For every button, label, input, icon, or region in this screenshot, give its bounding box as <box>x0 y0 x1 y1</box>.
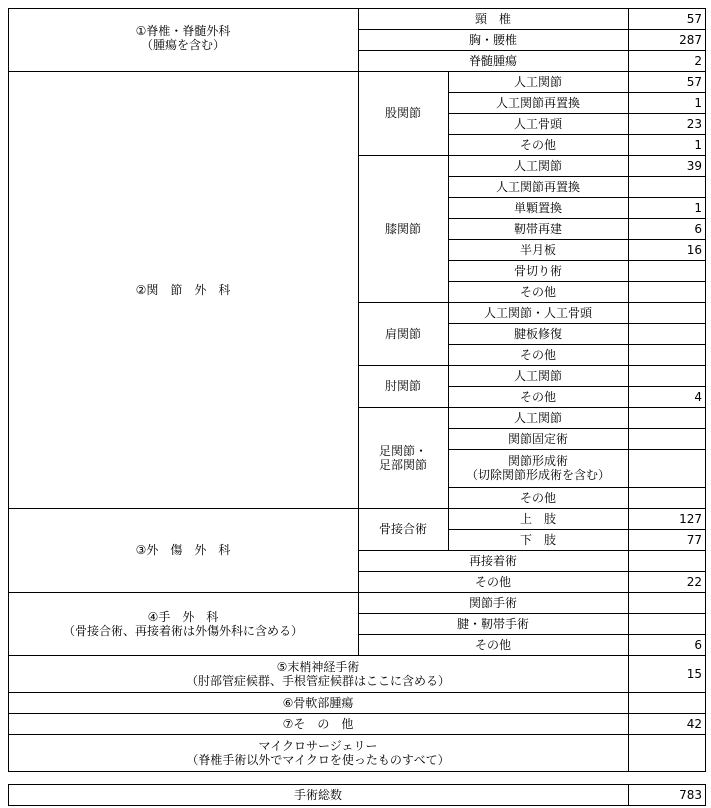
row-divider <box>448 529 706 530</box>
section-divider <box>8 655 706 656</box>
section-divider <box>8 713 706 714</box>
row-divider <box>358 29 706 30</box>
category-label: ⑤末梢神経手術 <box>276 659 360 674</box>
subcategory-label: 足部関節 <box>378 457 428 472</box>
item-label: 腱・靭帯手術 <box>456 616 530 631</box>
category-label: マイクロサージェリー <box>258 738 378 753</box>
total-label: 手術総数 <box>293 787 343 802</box>
row-divider <box>448 92 706 93</box>
row-divider <box>448 260 706 261</box>
count-value: 39 <box>686 158 702 173</box>
column-divider <box>448 71 449 509</box>
category-label: （腫瘍を含む） <box>140 37 226 52</box>
item-label: 下 肢 <box>519 532 557 547</box>
item-label: その他 <box>519 347 557 362</box>
column-divider <box>448 508 449 551</box>
column-divider <box>628 784 629 806</box>
section-divider <box>8 734 706 735</box>
row-divider <box>448 487 706 488</box>
column-divider <box>628 734 629 772</box>
count-value: 1 <box>694 200 702 215</box>
row-divider <box>448 134 706 135</box>
row-divider <box>358 550 706 551</box>
item-label: 骨切り術 <box>513 263 563 278</box>
category-label: （脊椎手術以外でマイクロを使ったものすべて） <box>186 752 450 767</box>
item-label: 半月板 <box>519 242 557 257</box>
column-divider <box>628 692 629 714</box>
row-divider <box>448 218 706 219</box>
category-label: （骨接合術、再接着術は外傷外科に含める） <box>62 623 304 638</box>
item-label: 上 肢 <box>519 511 557 526</box>
count-value: 57 <box>686 11 702 26</box>
total-value: 783 <box>679 787 702 802</box>
section-divider <box>8 71 706 72</box>
column-divider <box>628 592 629 656</box>
row-divider <box>448 344 706 345</box>
column-divider <box>358 71 359 509</box>
group-divider <box>358 365 706 366</box>
subcategory-label: 肩関節 <box>384 326 422 341</box>
item-label: 関節手術 <box>468 595 518 610</box>
column-divider <box>628 655 629 693</box>
category-label: ⑦そ の 他 <box>282 716 354 731</box>
column-divider <box>358 508 359 593</box>
count-value: 4 <box>694 389 702 404</box>
row-divider <box>448 239 706 240</box>
group-divider <box>358 407 706 408</box>
row-divider <box>448 428 706 429</box>
category-label: （肘部管症候群、手根管症候群はここに含める） <box>185 673 451 688</box>
row-divider <box>448 176 706 177</box>
section-divider <box>8 692 706 693</box>
category-label: ③外 傷 外 科 <box>135 543 231 557</box>
item-label: その他 <box>519 137 557 152</box>
item-label: 人工関節 <box>513 74 563 89</box>
item-label: （切除関節形成術を含む） <box>465 468 611 482</box>
item-label: 脊髄腫瘍 <box>468 53 518 68</box>
column-divider <box>628 713 629 735</box>
item-label: その他 <box>519 284 557 299</box>
count-value: 287 <box>679 32 702 47</box>
row-divider <box>358 634 706 635</box>
item-label: 人工関節 <box>513 158 563 173</box>
count-value: 57 <box>686 74 702 89</box>
row-divider <box>448 281 706 282</box>
count-value: 16 <box>686 242 702 257</box>
count-value: 6 <box>694 221 702 236</box>
item-label: 人工関節再置換 <box>495 179 581 194</box>
subcategory-label: 膝関節 <box>384 221 422 236</box>
row-divider <box>448 449 706 450</box>
group-divider <box>358 155 706 156</box>
row-divider <box>358 613 706 614</box>
row-divider <box>448 386 706 387</box>
subcategory-label: 肘関節 <box>384 379 422 393</box>
count-value: 22 <box>686 574 702 589</box>
column-divider <box>628 508 629 593</box>
item-label: 人工関節・人工骨頭 <box>483 305 593 320</box>
item-label: 腱板修復 <box>513 326 563 341</box>
item-label: 単顆置換 <box>513 200 563 215</box>
count-value: 77 <box>686 532 702 547</box>
column-divider <box>628 71 629 509</box>
item-label: 関節形成術 <box>507 454 569 468</box>
item-label: その他 <box>474 637 512 652</box>
category-label: ⑥骨軟部腫瘍 <box>282 695 354 710</box>
count-value: 127 <box>679 511 702 526</box>
item-label: 頸 椎 <box>474 11 512 26</box>
count-value: 42 <box>686 716 702 731</box>
item-label: その他 <box>519 490 557 505</box>
item-label: 再接着術 <box>468 553 518 568</box>
item-label: 胸・腰椎 <box>468 32 518 47</box>
row-divider <box>448 197 706 198</box>
section-divider <box>8 592 706 593</box>
count-value: 23 <box>686 116 702 131</box>
column-divider <box>358 592 359 656</box>
item-label: 人工骨頭 <box>513 116 563 131</box>
row-divider <box>358 50 706 51</box>
count-value: 6 <box>694 637 702 652</box>
total-table-frame <box>8 784 706 806</box>
column-divider <box>358 8 359 72</box>
category-label: ①脊椎・脊髄外科 <box>135 23 231 38</box>
item-label: 靭帯再建 <box>513 221 563 236</box>
category-label: ②関 節 外 科 <box>135 282 231 297</box>
item-label: 人工関節 <box>513 410 563 425</box>
category-label: ④手 外 科 <box>147 609 219 624</box>
count-value: 2 <box>694 53 702 68</box>
count-value: 1 <box>694 137 702 152</box>
item-label: その他 <box>474 574 512 589</box>
row-divider <box>448 323 706 324</box>
row-divider <box>448 113 706 114</box>
section-divider <box>8 508 706 509</box>
column-divider <box>628 8 629 72</box>
count-value: 1 <box>694 95 702 110</box>
subcategory-label: 股関節 <box>384 106 422 120</box>
item-label: その他 <box>519 389 557 404</box>
subcategory-label: 足関節・ <box>378 443 428 458</box>
subcategory-label: 骨接合術 <box>378 522 428 536</box>
count-value: 15 <box>686 666 702 681</box>
main-table-frame <box>8 8 706 772</box>
item-label: 関節固定術 <box>507 431 569 446</box>
row-divider <box>358 571 706 572</box>
item-label: 人工関節再置換 <box>495 95 581 110</box>
group-divider <box>358 302 706 303</box>
item-label: 人工関節 <box>513 368 563 383</box>
